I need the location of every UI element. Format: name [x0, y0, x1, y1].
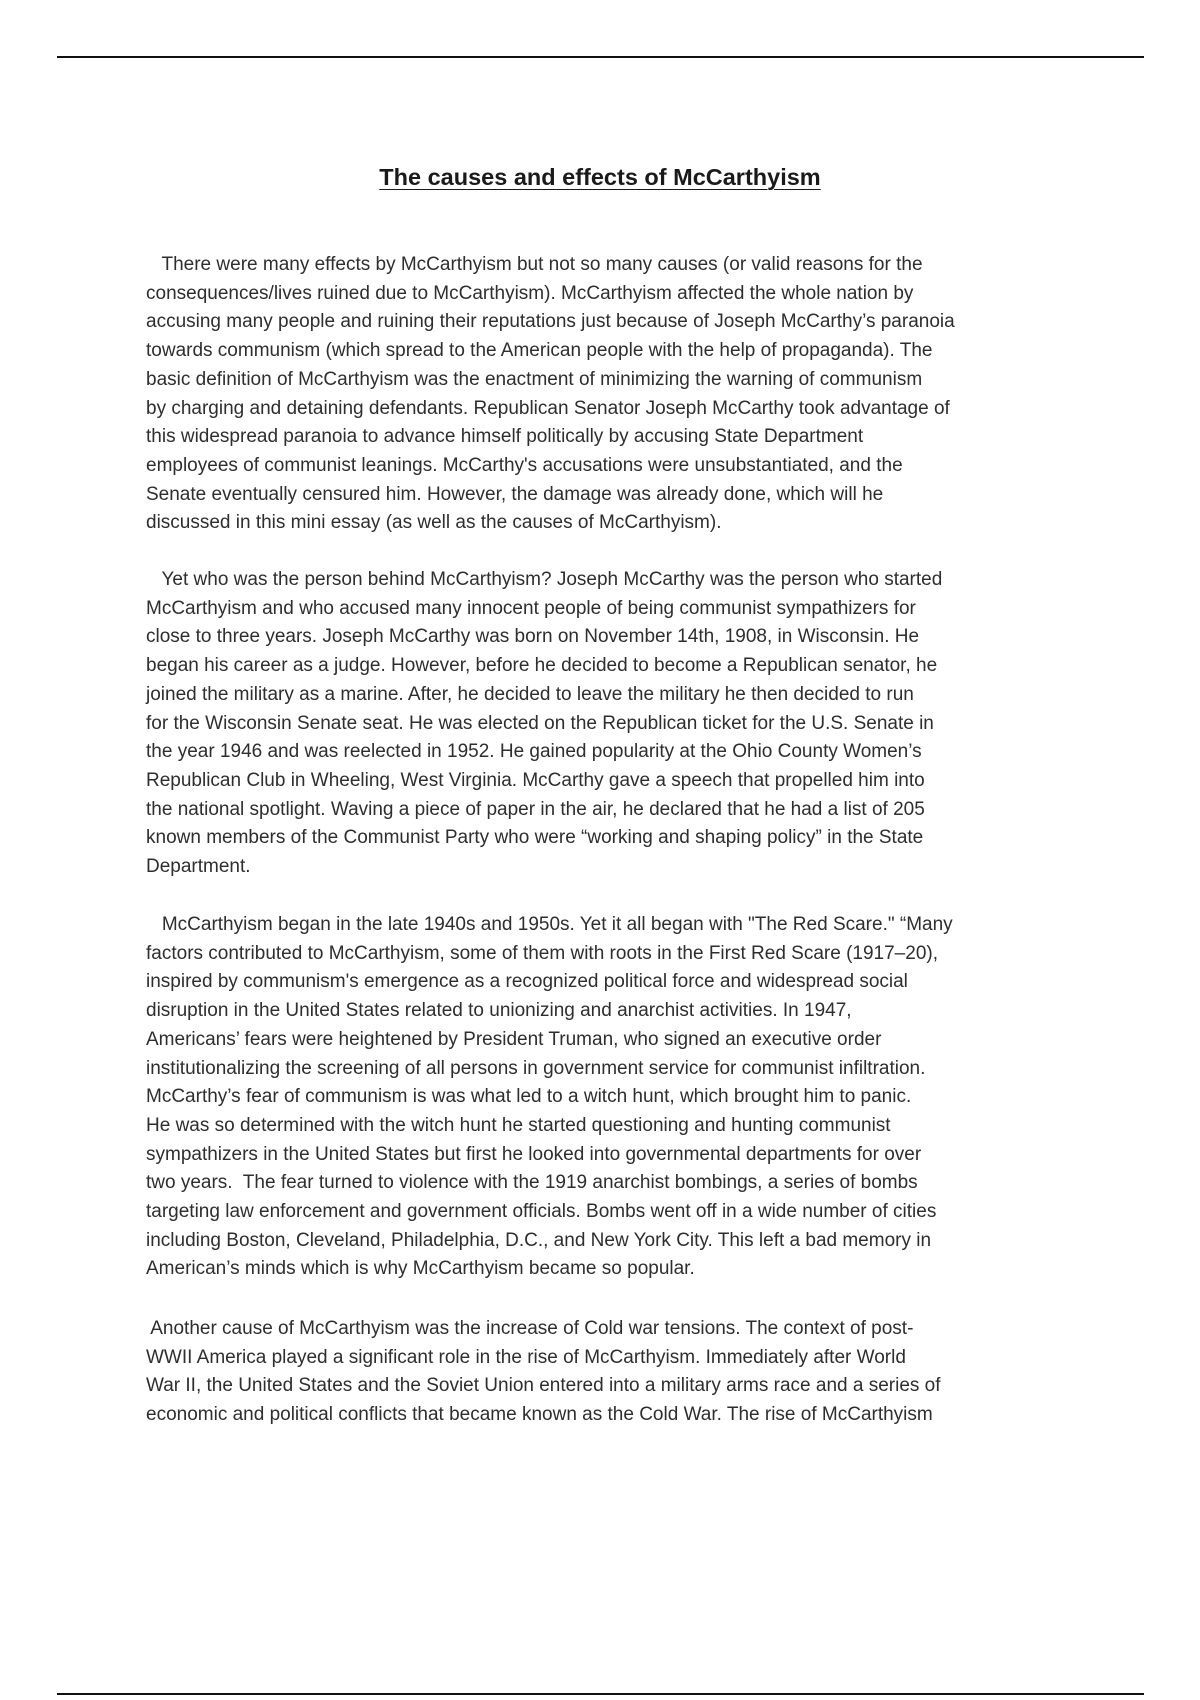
text-line: joined the military as a marine. After, he decided to leave the military he then decided to run: [146, 683, 914, 705]
text-line: WWII America played a significant role in the rise of McCarthyism. Immediately after World: [146, 1346, 906, 1368]
bottom-rule: [57, 1693, 1144, 1695]
text-line: two years. The fear turned to violence with the 1919 anarchist bombings, a series of bombs: [146, 1172, 918, 1194]
text-line: towards communism (which spread to the American people with the help of propaganda). The: [146, 340, 933, 362]
text-line: for the Wisconsin Senate seat. He was elected on the Republican ticket for the U.S. Senate in: [146, 712, 934, 734]
text-line: basic definition of McCarthyism was the enactment of minimizing the warning of communism: [146, 368, 923, 390]
text-line: Senate eventually censured him. However, the damage was already done, which will he: [146, 483, 884, 505]
text-line: Department.: [146, 856, 251, 878]
text-line: began his career as a judge. However, before he decided to become a Republican senator, he: [146, 655, 938, 677]
top-rule: [57, 56, 1144, 58]
text-line: including Boston, Cleveland, Philadelphia, D.C., and New York City. This left a bad memory in: [146, 1229, 932, 1251]
text-line: War II, the United States and the Soviet Union entered into a military arms race and a series of: [146, 1375, 941, 1397]
text-line: targeting law enforcement and government officials. Bombs went off in a wide number of cities: [146, 1201, 937, 1223]
text-line: Yet who was the person behind McCarthyism? Joseph McCarthy was the person who started: [146, 569, 943, 590]
text-line: sympathizers in the United States but first he looked into governmental departments for over: [146, 1143, 922, 1165]
text-line: Republican Club in Wheeling, West Virginia. McCarthy gave a speech that propelled him into: [146, 769, 925, 791]
document-title: [0, 162, 1200, 192]
text-line: accusing many people and ruining their reputations just because of Joseph McCarthy’s paranoia: [146, 311, 955, 333]
text-line: There were many effects by McCarthyism but not so many causes (or valid reasons for the: [146, 254, 923, 275]
text-line: the national spotlight. Waving a piece of paper in the air, he declared that he had a list of 205: [146, 798, 925, 820]
text-line: employees of communist leanings. McCarthy's accusations were unsubstantiated, and the: [146, 454, 903, 476]
text-line: McCarthyism began in the late 1940s and 1950s. Yet it all began with "The Red Scare." “Many: [146, 914, 953, 935]
paragraph-3: [146, 911, 1091, 1284]
text-line: McCarthy’s fear of communism is was what led to a witch hunt, which brought him to panic.: [146, 1086, 912, 1108]
text-line: close to three years. Joseph McCarthy was born on November 14th, 1908, in Wisconsin. He: [146, 626, 920, 648]
text-line: consequences/lives ruined due to McCarthyism). McCarthyism affected the whole nation by: [146, 282, 914, 304]
text-line: economic and political conflicts that became known as the Cold War. The rise of McCarthyism: [146, 1404, 933, 1426]
text-line: institutionalizing the screening of all persons in government service for communist infiltration.: [146, 1057, 926, 1079]
document-title-text: The causes and effects of McCarthyism: [379, 163, 821, 190]
text-line: Americans’ fears were heightened by President Truman, who signed an executive order: [146, 1028, 882, 1050]
text-line: factors contributed to McCarthyism, some of them with roots in the First Red Scare (1917–20),: [146, 942, 938, 964]
text-line: inspired by communism's emergence as a recognized political force and widespread social: [146, 971, 908, 993]
paragraph-4: [146, 1315, 1091, 1430]
paragraph-2: [146, 566, 1091, 882]
text-line: discussed in this mini essay (as well as the causes of McCarthyism).: [146, 512, 722, 534]
text-line: by charging and detaining defendants. Republican Senator Joseph McCarthy took advantage of: [146, 397, 950, 419]
text-line: this widespread paranoia to advance himself politically by accusing State Department: [146, 426, 864, 448]
text-line: known members of the Communist Party who were “working and shaping policy” in the State: [146, 827, 924, 849]
paragraph-1: [146, 251, 1091, 538]
text-line: He was so determined with the witch hunt he started questioning and hunting communist: [146, 1114, 891, 1136]
text-line: McCarthyism and who accused many innocent people of being communist sympathizers for: [146, 597, 916, 619]
text-line: American’s minds which is why McCarthyism became so popular.: [146, 1258, 695, 1280]
text-line: the year 1946 and was reelected in 1952. He gained popularity at the Ohio County Women’s: [146, 741, 922, 763]
text-line: disruption in the United States related to unionizing and anarchist activities. In 1947,: [146, 1000, 852, 1022]
text-line: Another cause of McCarthyism was the increase of Cold war tensions. The context of post-: [146, 1318, 914, 1339]
